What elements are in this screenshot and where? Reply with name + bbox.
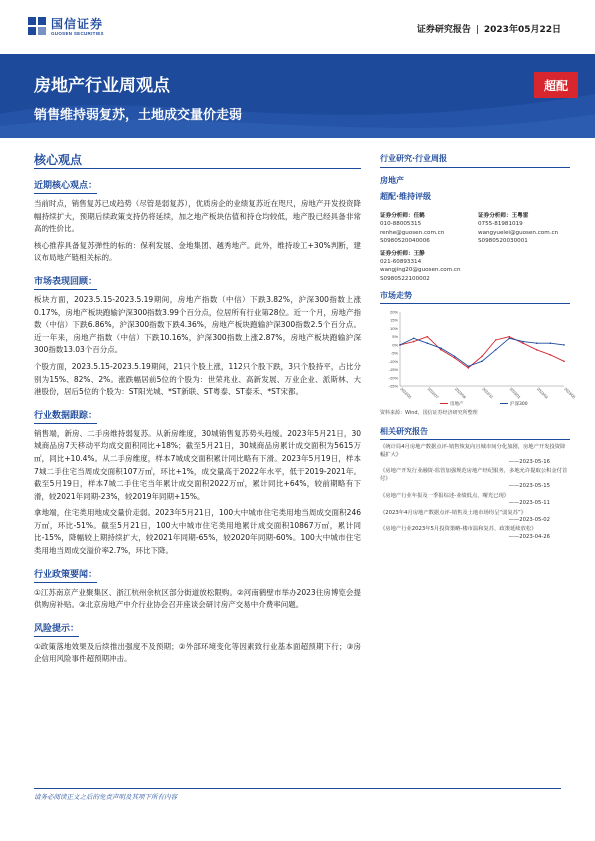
section-core-view-title: 近期核心观点： <box>34 178 97 194</box>
data-point <box>440 348 442 350</box>
side-rating: 超配·维持评级 <box>380 192 432 201</box>
section-risk-title: 风险提示： <box>34 621 79 637</box>
data-point <box>454 357 456 359</box>
y-tick-label: -5% <box>390 350 398 356</box>
header-separator: | <box>475 25 479 35</box>
rating-badge: 超配 <box>534 72 578 98</box>
section-policy-title: 行业政策要闻： <box>34 567 97 583</box>
market-trend-svg <box>380 308 576 408</box>
x-tick-label: 2023/03 <box>535 387 549 400</box>
data-point <box>468 366 470 368</box>
core-view-paragraph-2: 核心推荐具备复苏弹性的标的：保利发展、金地集团、越秀地产。此外，维持竣工+30%判断，建议布局地产链相关标的。 <box>34 240 361 263</box>
data-point <box>495 339 497 341</box>
data-point <box>481 361 483 363</box>
legend-label: 沪深300 <box>510 402 528 408</box>
heading-divider <box>34 168 361 169</box>
data-point <box>427 343 429 345</box>
footer-disclaimer: 请务必阅读正文之后的免责声明及其项下所有内容 <box>34 793 177 801</box>
guosen-logo-icon <box>28 17 46 35</box>
analyst-phone: 021-60893314 <box>380 259 422 266</box>
market-paragraph-2: 个股方面，2023.5.15-2023.5.19期间，21只个股上涨，112只个股下跌，3只个股持平，占比分别为15%、82%、2%。涨跌幅居前5位的个股为：世荣兆业、高新发展、万业企业、派斯林、大港股份，居后5位的个股为：ST阳光城、*ST新联、ST粤泰、ST泰禾、*ST宋都。 <box>34 361 361 397</box>
y-tick-label: 15% <box>389 317 398 323</box>
data-point <box>495 349 497 351</box>
data-point <box>522 341 524 343</box>
y-tick-label: 10% <box>389 326 398 332</box>
related-report-item[interactable] <box>380 510 570 525</box>
data-point <box>522 343 524 345</box>
related-report-item[interactable] <box>380 444 570 466</box>
related-report-title[interactable]: 《房地产开发行业融资-监管加强规范房地产经纪服务，多地允许提取公积金付首付》 <box>380 468 568 482</box>
related-report-date: ——2023-05-02 <box>508 516 550 523</box>
analyst-list <box>380 212 570 287</box>
data-point <box>509 338 511 340</box>
y-tick-label: -25% <box>388 383 398 389</box>
data-point <box>413 341 415 343</box>
x-tick-label: 2022/09 <box>453 387 467 400</box>
section-data-title: 行业数据跟踪： <box>34 408 97 424</box>
policy-paragraph: ①江苏南京产业聚集区、浙江杭州余杭区部分街道放松限购。②河南鹤壁市举办2023住房博览会提供购房补贴。③北京房地产中介行业协会召开座谈会研讨房产交易中介费率问题。 <box>34 587 361 610</box>
data-point <box>550 354 552 356</box>
y-tick-label: 5% <box>392 334 398 340</box>
analyst-email[interactable]: wangyuelei@guosen.com.cn <box>478 229 559 236</box>
analyst-card <box>380 212 472 246</box>
footer-divider <box>34 788 561 789</box>
market-trend-chart <box>380 308 576 408</box>
related-report-date: ——2023-05-16 <box>508 459 550 466</box>
analyst-name: 王静 <box>413 250 425 257</box>
x-tick-label: 2023/01 <box>508 387 522 400</box>
analyst-card <box>478 212 570 246</box>
data-paragraph-1: 销售端，新房、二手房维持弱复苏。从新房维度，30城销售复苏势头趋缓。2023年5月21日，30城商品房7天移动平均成交面积同比+18%；截至5月21日，30城商品房累计成交面积为5615万㎡，同比+10.4%。从二手房维度，样本7城成交面积累计同比略有下滑。2023年5月19日，样本7城二手住宅当周成交面积107万㎡，环比+1%，成交量高于2022年水平，低于2019-2021年。截至5月19日，样本7城二手住宅当年累计成交面积2022万㎡，累计同比+64%，较前期略有下滑，较2021年同期-23%，较2019年同期+15%。 <box>34 428 361 501</box>
logo-en-text: GUOSEN SECURITIES <box>51 30 104 36</box>
analyst-name: 王粤雷 <box>511 213 529 219</box>
title-banner <box>0 54 595 138</box>
analyst-email[interactable]: wangjing20@guosen.com.cn <box>380 267 461 274</box>
series-line-real-estate <box>400 337 564 368</box>
data-point <box>468 367 470 369</box>
related-report-title[interactable]: 《房地产行业年报及一季报综述-业绩低点，曙光已现》 <box>380 492 510 499</box>
data-point <box>440 349 442 351</box>
sidebar-column <box>380 153 576 543</box>
related-reports-label: 相关研究报告 <box>380 426 570 440</box>
y-tick-label: -10% <box>388 359 398 365</box>
related-report-item[interactable] <box>380 468 570 490</box>
related-report-date: ——2023-04-26 <box>508 533 550 540</box>
guosen-logo <box>28 12 104 40</box>
x-tick-label: 2022/07 <box>426 387 440 400</box>
report-title: 房地产行业周观点 <box>34 76 170 96</box>
data-paragraph-2: 拿地端，住宅类用地成交量价走弱。2023年5月21日，100大中城市住宅类用地当周成交面积246万㎡，环比-51%。截至5月21日，100大中城市住宅类用地累计成交面积10867万㎡，累计同比-15%，降幅较上期持续扩大，较2021年同期-65%，较2020年同期-60%。100大中城市住宅类用地当周成交溢价率2.7%，环比下降。 <box>34 508 361 556</box>
data-point <box>550 343 552 345</box>
x-tick-label: 2022/05 <box>399 387 412 400</box>
analyst-cert: S0980520030001 <box>478 238 528 245</box>
core-view-heading: 核心观点 <box>34 153 83 167</box>
analyst-role: 证券分析师： <box>478 213 512 219</box>
analyst-card <box>380 250 472 284</box>
related-report-date: ——2023-05-11 <box>508 500 550 507</box>
data-point <box>536 349 538 351</box>
banner-wave-decoration <box>0 54 595 138</box>
side-industry: 房地产 <box>380 176 404 185</box>
side-report-category: 行业研究·行业周报 <box>380 153 570 168</box>
main-column <box>34 173 361 670</box>
analyst-phone: 010-88005315 <box>380 221 422 228</box>
related-report-item[interactable] <box>380 526 570 541</box>
market-paragraph-1: 板块方面，2023.5.15-2023.5.19期间，房地产指数（中信）下跌3.82%，沪深300指数上涨0.17%，房地产板块跑输沪深300指数3.99个百分点，位居所有行业第28位。近一个月，房地产指数（中信）下跌6.86%，沪深300指数下跌4.36%，房地产板块跑输沪深300指数2.5个百分点。近一年来，房地产指数（中信）下跌10.16%，沪深300指数上涨2.87%，房地产板块跑输沪深300指数13.03个百分点。 <box>34 294 361 355</box>
report-header <box>417 22 561 35</box>
data-point <box>481 356 483 358</box>
chart-source-note: 资料来源：Wind、国信证券经济研究所整理 <box>380 410 478 417</box>
related-reports-list <box>380 444 570 541</box>
y-tick-label: -15% <box>388 367 398 373</box>
data-point <box>536 343 538 345</box>
core-view-paragraph-1: 当前时点，销售复苏已成趋势（尽管是弱复苏），优质房企的业绩复苏近在咫尺，房地产开发投资降幅持续扩大，预期后续政策支持仍将延续，加之地产板块估值和持仓均较低，地产股已经具备非常高的性价比。 <box>34 199 361 234</box>
analyst-role: 证券分析师： <box>380 213 414 219</box>
data-point <box>399 344 401 346</box>
analyst-email[interactable]: renhe@guosen.com.cn <box>380 229 445 236</box>
y-tick-label: 20% <box>389 309 398 315</box>
y-tick-label: -20% <box>388 375 398 381</box>
analyst-cert: S0980522100002 <box>380 275 430 282</box>
data-point <box>413 338 415 340</box>
report-type: 证券研究报告 <box>416 25 471 35</box>
analyst-role: 证券分析师： <box>380 250 414 257</box>
market-trend-label: 市场走势 <box>380 290 570 304</box>
related-report-title[interactable]: 《房地产行业2023年5月投资策略-楼市温和复苏，政策延续放松》 <box>380 526 537 533</box>
related-report-date: ——2023-05-15 <box>508 483 550 490</box>
x-tick-label: 2022/11 <box>481 387 494 400</box>
data-point <box>563 344 565 346</box>
report-date: 2023年05月22日 <box>483 25 561 35</box>
legend-label: 房地产 <box>450 402 464 408</box>
x-tick-label: 2023/05 <box>563 387 576 400</box>
section-market-title: 市场表现回顾： <box>34 274 97 290</box>
risk-paragraph: ①政策落地效果及后续推出强度不及预期；②外部环境变化等因素致行业基本面超预期下行；③房企信用风险事件超预期冲击。 <box>34 641 361 664</box>
y-tick-label: 0% <box>392 342 398 348</box>
report-subtitle: 销售维持弱复苏，土地成交量价走弱 <box>34 108 243 123</box>
analyst-name: 任鹤 <box>413 213 425 219</box>
data-point <box>563 361 565 363</box>
analyst-phone: 0755-81981019 <box>478 221 523 228</box>
data-point <box>509 336 511 338</box>
related-report-title[interactable]: 《统计局4月房地产数据点评-销售恢复向且城市间分化加剧，房地产开发投资降幅扩大》 <box>380 444 566 458</box>
data-point <box>454 356 456 358</box>
related-report-item[interactable] <box>380 493 570 508</box>
related-report-title[interactable]: 《2023年4月房地产数据点评-销售及土地市场均呈“弱复苏”》 <box>380 509 527 516</box>
data-point <box>427 336 429 338</box>
logo-cn-text: 国信证券 <box>51 16 104 31</box>
analyst-cert: S0980520040006 <box>380 238 430 245</box>
